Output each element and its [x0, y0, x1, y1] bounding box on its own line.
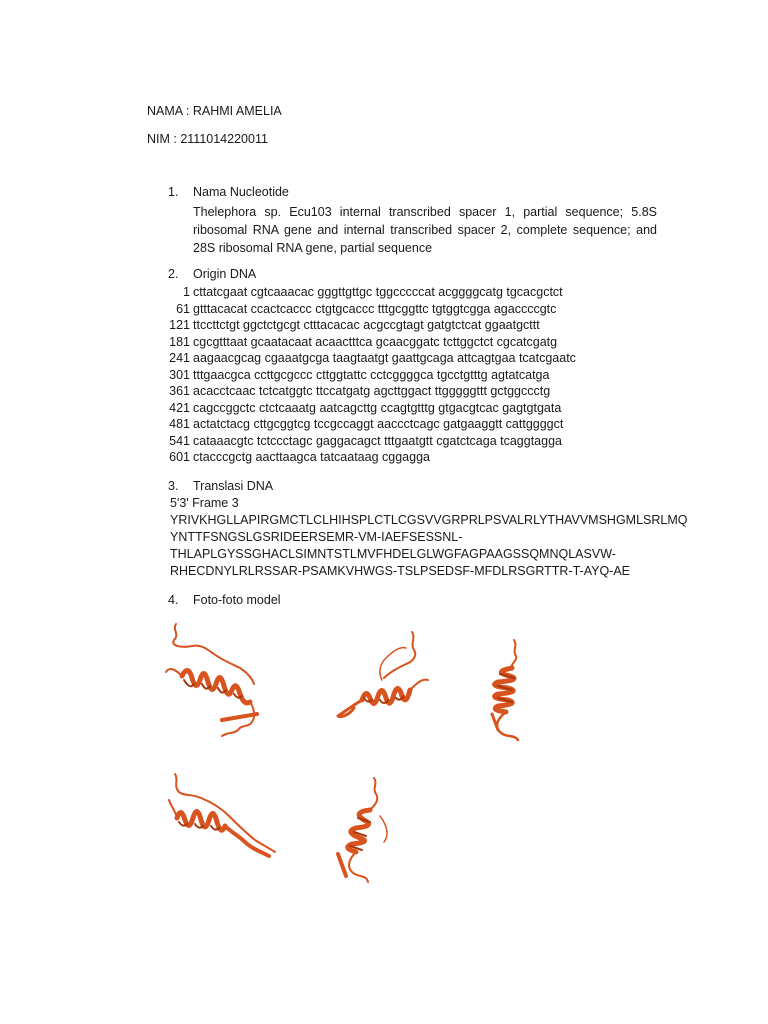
- description-line: 28S ribosomal RNA gene, partial sequence: [193, 241, 433, 255]
- protein-ribbon-icon: [165, 770, 280, 862]
- sequence-bases: cataaacgtc tctccctagc gaggacagct tttgaatgtt cgatctcaga tcaggtagga: [193, 433, 562, 448]
- sequence-position: 241: [169, 351, 190, 365]
- sequence-position: 301: [169, 367, 190, 382]
- sequence-position: 541: [169, 433, 190, 448]
- translation-line: YRIVKHGLLAPIRGMCTLCLHIHSPLCTLCGSVVGRPRLPSVALRLYTHAVVMSHGMLSRLMQ: [170, 513, 688, 527]
- sequence-row: [163, 301, 576, 318]
- sequence-row: [163, 433, 576, 450]
- sequence-bases: ctacccgctg aacttaagca tatcaataag cggagga: [193, 450, 430, 464]
- sequence-row: [163, 383, 576, 400]
- sequence-position: 121: [169, 318, 190, 332]
- protein-ribbon-icon: [328, 776, 398, 886]
- sequence-bases: cttatcgaat cgtcaaacac gggttgttgc tggcccccat acggggcatg tgcacgctct: [193, 285, 563, 299]
- sequence-row: [163, 350, 576, 367]
- sequence-position: 361: [169, 384, 190, 398]
- sequence-position: 601: [169, 450, 190, 464]
- translation-line: YNTTFSNGSLGSRIDEERSEMR-VM-IAEFSESSNL-: [170, 530, 463, 544]
- sequence-row: [163, 449, 576, 466]
- translation-block: [170, 495, 688, 580]
- section-title-models: Foto-foto model: [193, 593, 281, 607]
- translation-frame: 5'3' Frame 3: [170, 496, 239, 510]
- sequence-row: [163, 367, 576, 384]
- sequence-bases: actatctacg cttgcggtcg tccgccaggt aaccctcagc gatgaaggtt cattggggct: [193, 417, 564, 431]
- section-number: 2.: [168, 267, 179, 281]
- section-number: 1.: [168, 185, 179, 199]
- translation-line: THLAPLGYSSGHACLSIMNTSTLMVFHDELGLWGFAGPAAGSSQMNQLASVW-: [170, 547, 616, 561]
- section-number: 3.: [168, 479, 179, 493]
- description-line: ribosomal RNA gene and internal transcribed spacer 2, complete sequence; and: [193, 223, 657, 237]
- section-title-nucleotide: Nama Nucleotide: [193, 185, 289, 199]
- sequence-position: 481: [169, 417, 190, 431]
- sequence-position: 421: [169, 400, 190, 415]
- sequence-bases: aagaacgcag cgaaatgcga taagtaatgt gaattgcaga attcagtgaa tcatcgaatc: [193, 351, 576, 365]
- sequence-position: 61: [176, 301, 190, 316]
- nucleotide-description: [193, 203, 657, 257]
- sequence-position: 181: [169, 334, 190, 349]
- description-line: Thelephora sp. Ecu103 internal transcribed spacer 1, partial sequence; 5.8S: [193, 205, 657, 219]
- sequence-row: [163, 334, 576, 351]
- student-nim: NIM : 2111014220011: [147, 132, 268, 146]
- sequence-bases: acacctcaac tctcatggtc ttccatgatg agcttggact ttgggggttt gctggccctg: [193, 384, 551, 398]
- sequence-bases: cgcgtttaat gcaatacaat acaactttca gcaacggatc tcttggctct cgcatcgatg: [193, 334, 558, 349]
- section-title-translation: Translasi DNA: [193, 479, 274, 493]
- student-name: NAMA : RAHMI AMELIA: [147, 104, 282, 118]
- sequence-row: [163, 317, 576, 334]
- protein-ribbon-icon: [484, 638, 526, 744]
- sequence-row: [163, 416, 576, 433]
- section-title-origin: Origin DNA: [193, 267, 257, 281]
- protein-ribbon-icon: [162, 620, 262, 740]
- section-number: 4.: [168, 593, 179, 607]
- protein-ribbon-icon: [332, 628, 432, 723]
- sequence-row: [163, 400, 576, 417]
- sequence-position: 1: [183, 285, 190, 299]
- translation-line: RHECDNYLRLRSSAR-PSAMKVHWGS-TSLPSEDSF-MFDLRSGRTTR-T-AYQ-AE: [170, 564, 631, 578]
- sequence-row: [163, 284, 576, 301]
- sequence-bases: cagccggctc ctctcaaatg aatcagcttg ccagtgtttg gtgacgtcac gagtgtgata: [193, 400, 562, 415]
- sequence-bases: gtttacacat ccactcaccc ctgtgcaccc tttgcggttc tgtggtcgga agaccccgtc: [193, 301, 557, 316]
- sequence-bases: tttgaacgca ccttgcgccc cttggtattc cctcggggca tgcctgtttg agtatcatga: [193, 367, 550, 382]
- dna-sequence-block: [163, 284, 576, 466]
- sequence-bases: ttccttctgt ggctctgcgt ctttacacac acgccgtagt gatgtctcat ggaatgcttt: [193, 318, 540, 332]
